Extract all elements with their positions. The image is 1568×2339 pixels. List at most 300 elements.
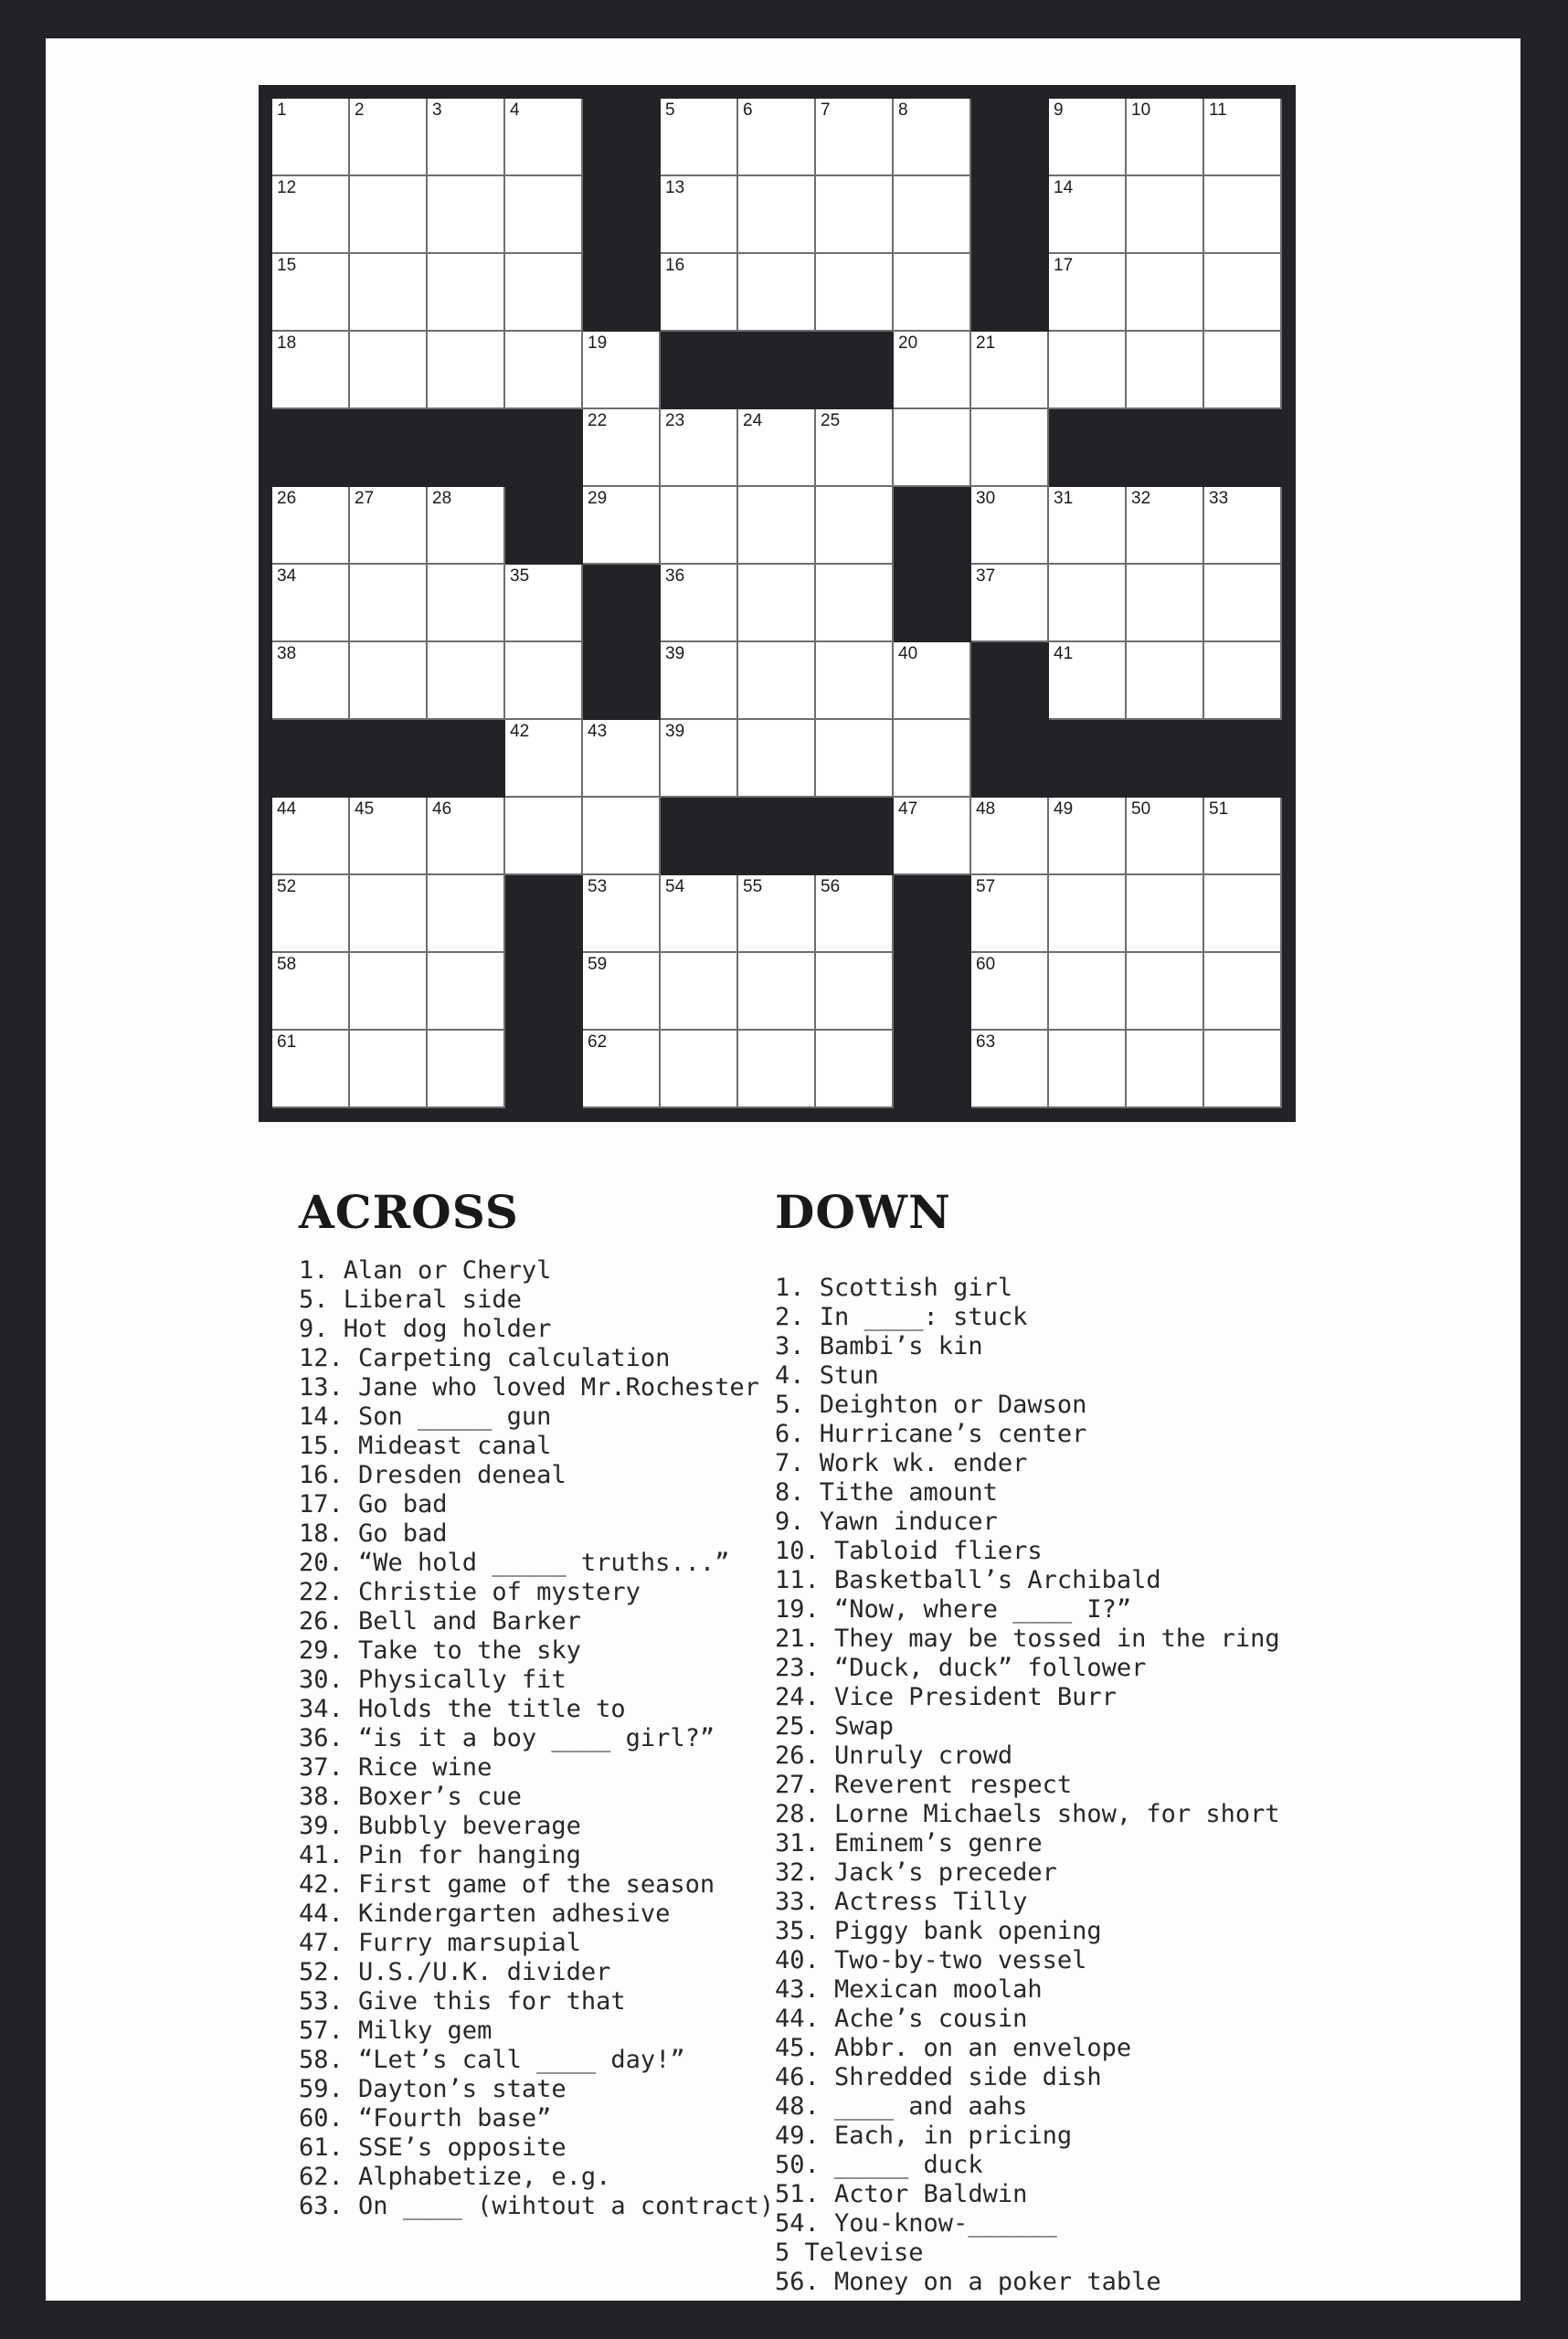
grid-cell-r10c5[interactable] (661, 875, 738, 953)
black-cell-r7c4 (583, 642, 661, 720)
cell-number: 12 (277, 178, 297, 197)
down-clue-22: 35. Piggy bank opening (775, 1917, 1102, 1945)
cell-number: 24 (743, 411, 763, 430)
down-clue-8: 9. Yawn inducer (775, 1508, 998, 1536)
black-cell-r5c3 (505, 487, 583, 565)
down-clue-12: 21. They may be tossed in the ring (775, 1625, 1280, 1653)
black-cell-r0c4 (583, 99, 661, 176)
grid-cell-r3c9[interactable] (971, 332, 1049, 409)
grid-cell-r2c8[interactable] (894, 254, 971, 332)
grid-cell-r5c0[interactable] (272, 487, 350, 565)
grid-cell-r0c7[interactable] (816, 99, 894, 176)
black-cell-r6c4 (583, 565, 661, 642)
grid-cell-r2c1[interactable] (350, 254, 428, 332)
grid-cell-r12c2[interactable] (428, 1031, 505, 1108)
across-clue-7: 16. Dresden deneal (299, 1461, 567, 1489)
cell-number: 42 (510, 722, 530, 741)
across-clue-31: 62. Alphabetize, e.g. (299, 2163, 611, 2191)
grid-cell-r7c12[interactable] (1204, 642, 1282, 720)
cell-number: 60 (976, 955, 996, 974)
grid-cell-r12c10[interactable] (1049, 1031, 1127, 1108)
black-cell-r7c9 (971, 642, 1049, 720)
grid-cell-r12c6[interactable] (738, 1031, 816, 1108)
across-clue-16: 36. “is it a boy ____ girl?” (299, 1724, 715, 1752)
across-clue-26: 57. Milky gem (299, 2016, 493, 2045)
grid-cell-r5c6[interactable] (738, 487, 816, 565)
black-cell-r12c8 (894, 1031, 971, 1108)
down-clue-20: 32. Jack’s preceder (775, 1858, 1057, 1887)
black-cell-r4c3 (505, 409, 583, 487)
black-cell-r4c11 (1127, 409, 1204, 487)
crossword-grid-frame (259, 85, 1296, 1122)
down-clue-5: 6. Hurricane’s center (775, 1420, 1087, 1448)
across-clue-8: 17. Go bad (299, 1490, 448, 1519)
grid-cell-r10c7[interactable] (816, 875, 894, 953)
black-cell-r9c5 (661, 798, 738, 875)
grid-cell-r9c8[interactable] (894, 798, 971, 875)
across-clue-10: 20. “We hold _____ truths...” (299, 1549, 730, 1577)
black-cell-r11c3 (505, 953, 583, 1031)
grid-cell-r5c10[interactable] (1049, 487, 1127, 565)
grid-cell-r11c9[interactable] (971, 953, 1049, 1031)
grid-cell-r11c10[interactable] (1049, 953, 1127, 1031)
grid-cell-r11c1[interactable] (350, 953, 428, 1031)
grid-cell-r6c10[interactable] (1049, 565, 1127, 642)
grid-cell-r8c7[interactable] (816, 720, 894, 798)
cell-number: 32 (1131, 489, 1151, 508)
cell-number: 10 (1131, 101, 1151, 120)
across-clue-2: 9. Hot dog holder (299, 1315, 552, 1343)
black-cell-r8c9 (971, 720, 1049, 798)
cell-number: 37 (976, 566, 996, 586)
down-clue-27: 46. Shredded side dish (775, 2063, 1102, 2091)
black-cell-r8c10 (1049, 720, 1127, 798)
down-clue-29: 49. Each, in pricing (775, 2122, 1073, 2150)
cell-number: 52 (277, 877, 297, 896)
grid-cell-r5c2[interactable] (428, 487, 505, 565)
black-cell-r1c4 (583, 176, 661, 254)
grid-cell-r0c11[interactable] (1127, 99, 1204, 176)
cell-number: 38 (277, 644, 297, 663)
cell-number: 27 (355, 489, 375, 508)
grid-cell-r0c1[interactable] (350, 99, 428, 176)
grid-cell-r4c4[interactable] (583, 409, 661, 487)
cell-number: 35 (510, 566, 530, 586)
grid-cell-r6c11[interactable] (1127, 565, 1204, 642)
grid-cell-r4c8[interactable] (894, 409, 971, 487)
grid-cell-r7c3[interactable] (505, 642, 583, 720)
cell-number: 63 (976, 1032, 996, 1052)
grid-cell-r11c11[interactable] (1127, 953, 1204, 1031)
cell-number: 39 (665, 644, 685, 663)
cell-number: 1 (277, 101, 287, 120)
cell-number: 43 (588, 722, 608, 741)
black-cell-r6c8 (894, 565, 971, 642)
grid-cell-r12c12[interactable] (1204, 1031, 1282, 1108)
black-cell-r9c7 (816, 798, 894, 875)
across-clue-18: 38. Boxer’s cue (299, 1783, 522, 1811)
across-clue-list (299, 1256, 783, 2221)
grid-cell-r9c10[interactable] (1049, 798, 1127, 875)
grid-cell-r5c12[interactable] (1204, 487, 1282, 565)
down-clue-13: 23. “Duck, duck” follower (775, 1654, 1147, 1682)
grid-cell-r7c6[interactable] (738, 642, 816, 720)
grid-cell-r12c7[interactable] (816, 1031, 894, 1108)
across-clue-11: 22. Christie of mystery (299, 1578, 641, 1606)
cell-number: 20 (898, 333, 918, 353)
down-clue-25: 44. Ache’s cousin (775, 2005, 1028, 2033)
across-clue-4: 13. Jane who loved Mr.Rochester (299, 1373, 759, 1402)
black-cell-r2c4 (583, 254, 661, 332)
across-clue-21: 42. First game of the season (299, 1870, 715, 1899)
grid-cell-r2c2[interactable] (428, 254, 505, 332)
black-cell-r3c5 (661, 332, 738, 409)
grid-cell-r7c0[interactable] (272, 642, 350, 720)
cell-number: 16 (665, 256, 685, 275)
cell-number: 28 (432, 489, 452, 508)
across-clue-22: 44. Kindergarten adhesive (299, 1900, 671, 1928)
black-cell-r0c9 (971, 99, 1049, 176)
cell-number: 19 (588, 333, 608, 353)
grid-cell-r11c6[interactable] (738, 953, 816, 1031)
grid-cell-r7c8[interactable] (894, 642, 971, 720)
across-clue-20: 41. Pin for hanging (299, 1841, 581, 1869)
cell-number: 44 (277, 799, 297, 819)
grid-cell-r2c7[interactable] (816, 254, 894, 332)
down-clue-23: 40. Two-by-two vessel (775, 1946, 1087, 1974)
grid-cell-r12c5[interactable] (661, 1031, 738, 1108)
grid-cell-r12c11[interactable] (1127, 1031, 1204, 1108)
down-clue-34: 56. Money on a poker table (775, 2268, 1161, 2296)
grid-cell-r3c2[interactable] (428, 332, 505, 409)
cell-number: 15 (277, 256, 297, 275)
black-cell-r5c8 (894, 487, 971, 565)
grid-cell-r0c10[interactable] (1049, 99, 1127, 176)
grid-cell-r1c0[interactable] (272, 176, 350, 254)
across-clue-17: 37. Rice wine (299, 1753, 493, 1782)
grid-cell-r9c4[interactable] (583, 798, 661, 875)
grid-cell-r7c11[interactable] (1127, 642, 1204, 720)
grid-cell-r12c1[interactable] (350, 1031, 428, 1108)
black-cell-r12c3 (505, 1031, 583, 1108)
down-clue-list (775, 1274, 1305, 2297)
grid-cell-r6c6[interactable] (738, 565, 816, 642)
down-clue-2: 3. Bambi’s kin (775, 1332, 983, 1360)
across-clue-1: 5. Liberal side (299, 1286, 522, 1314)
grid-cell-r8c4[interactable] (583, 720, 661, 798)
down-section (775, 1185, 1305, 2297)
grid-cell-r6c5[interactable] (661, 565, 738, 642)
down-clue-0: 1. Scottish girl (775, 1274, 1013, 1302)
grid-cell-r10c6[interactable] (738, 875, 816, 953)
down-clue-4: 5. Deighton or Dawson (775, 1391, 1087, 1419)
grid-cell-r3c12[interactable] (1204, 332, 1282, 409)
grid-cell-r9c9[interactable] (971, 798, 1049, 875)
cell-number: 7 (821, 101, 831, 120)
grid-cell-r8c8[interactable] (894, 720, 971, 798)
grid-cell-r4c7[interactable] (816, 409, 894, 487)
grid-cell-r6c1[interactable] (350, 565, 428, 642)
across-clue-23: 47. Furry marsupial (299, 1929, 581, 1957)
across-clue-19: 39. Bubbly beverage (299, 1812, 581, 1840)
grid-cell-r0c0[interactable] (272, 99, 350, 176)
black-cell-r3c6 (738, 332, 816, 409)
across-clue-25: 53. Give this for that (299, 1987, 626, 2016)
across-clue-12: 26. Bell and Barker (299, 1607, 581, 1635)
black-cell-r4c0 (272, 409, 350, 487)
down-clue-3: 4. Stun (775, 1361, 879, 1390)
grid-cell-r7c7[interactable] (816, 642, 894, 720)
down-clue-11: 19. “Now, where ____ I?” (775, 1595, 1132, 1624)
grid-cell-r8c3[interactable] (505, 720, 583, 798)
down-clue-18: 28. Lorne Michaels show, for short (775, 1800, 1280, 1828)
down-clue-16: 26. Unruly crowd (775, 1741, 1013, 1770)
cell-number: 8 (898, 101, 908, 120)
grid-cell-r12c0[interactable] (272, 1031, 350, 1108)
grid-cell-r3c4[interactable] (583, 332, 661, 409)
black-cell-r8c12 (1204, 720, 1282, 798)
grid-cell-r5c1[interactable] (350, 487, 428, 565)
grid-cell-r11c7[interactable] (816, 953, 894, 1031)
across-clue-28: 59. Dayton’s state (299, 2075, 567, 2103)
grid-cell-r3c0[interactable] (272, 332, 350, 409)
grid-cell-r6c2[interactable] (428, 565, 505, 642)
cell-number: 30 (976, 489, 996, 508)
black-cell-r8c2 (428, 720, 505, 798)
down-clue-24: 43. Mexican moolah (775, 1975, 1043, 2004)
grid-cell-r10c4[interactable] (583, 875, 661, 953)
grid-cell-r4c9[interactable] (971, 409, 1049, 487)
grid-cell-r8c5[interactable] (661, 720, 738, 798)
grid-cell-r2c11[interactable] (1127, 254, 1204, 332)
cell-number: 49 (1054, 799, 1074, 819)
down-clue-28: 48. ____ and aahs (775, 2092, 1028, 2121)
across-clue-0: 1. Alan or Cheryl (299, 1256, 552, 1285)
cell-number: 40 (898, 644, 918, 663)
grid-cell-r11c4[interactable] (583, 953, 661, 1031)
cell-number: 46 (432, 799, 452, 819)
black-cell-r1c9 (971, 176, 1049, 254)
grid-cell-r0c6[interactable] (738, 99, 816, 176)
across-heading: ACROSS (299, 1185, 519, 1239)
grid-cell-r2c5[interactable] (661, 254, 738, 332)
grid-cell-r1c10[interactable] (1049, 176, 1127, 254)
cell-number: 34 (277, 566, 297, 586)
down-heading: DOWN (775, 1185, 951, 1239)
black-cell-r4c12 (1204, 409, 1282, 487)
down-clue-6: 7. Work wk. ender (775, 1449, 1028, 1477)
grid-cell-r9c11[interactable] (1127, 798, 1204, 875)
cell-number: 54 (665, 877, 685, 896)
cell-number: 57 (976, 877, 996, 896)
grid-cell-r9c1[interactable] (350, 798, 428, 875)
cell-number: 13 (665, 178, 685, 197)
grid-cell-r2c3[interactable] (505, 254, 583, 332)
grid-cell-r1c6[interactable] (738, 176, 816, 254)
grid-cell-r1c7[interactable] (816, 176, 894, 254)
grid-cell-r12c4[interactable] (583, 1031, 661, 1108)
grid-cell-r5c4[interactable] (583, 487, 661, 565)
cell-number: 58 (277, 955, 297, 974)
grid-cell-r9c12[interactable] (1204, 798, 1282, 875)
grid-cell-r10c0[interactable] (272, 875, 350, 953)
grid-cell-r2c6[interactable] (738, 254, 816, 332)
black-cell-r4c10 (1049, 409, 1127, 487)
grid-cell-r4c6[interactable] (738, 409, 816, 487)
grid-cell-r2c0[interactable] (272, 254, 350, 332)
cell-number: 9 (1054, 101, 1064, 120)
black-cell-r8c0 (272, 720, 350, 798)
grid-cell-r0c5[interactable] (661, 99, 738, 176)
cell-number: 59 (588, 955, 608, 974)
cell-number: 6 (743, 101, 753, 120)
grid-cell-r7c1[interactable] (350, 642, 428, 720)
cell-number: 22 (588, 411, 608, 430)
across-clue-32: 63. On ____ (wihtout a contract) (299, 2192, 775, 2220)
cell-number: 2 (355, 101, 365, 120)
cell-number: 53 (588, 877, 608, 896)
grid-cell-r3c1[interactable] (350, 332, 428, 409)
grid-cell-r11c5[interactable] (661, 953, 738, 1031)
grid-cell-r6c12[interactable] (1204, 565, 1282, 642)
grid-cell-r7c10[interactable] (1049, 642, 1127, 720)
grid-cell-r10c11[interactable] (1127, 875, 1204, 953)
cell-number: 45 (355, 799, 375, 819)
across-clue-15: 34. Holds the title to (299, 1695, 626, 1723)
black-cell-r11c8 (894, 953, 971, 1031)
across-clue-13: 29. Take to the sky (299, 1636, 581, 1665)
grid-cell-r10c10[interactable] (1049, 875, 1127, 953)
cell-number: 5 (665, 101, 675, 120)
down-clue-30: 50. _____ duck (775, 2151, 983, 2179)
grid-cell-r12c9[interactable] (971, 1031, 1049, 1108)
grid-cell-r6c3[interactable] (505, 565, 583, 642)
down-clue-26: 45. Abbr. on an envelope (775, 2034, 1132, 2062)
grid-cell-r5c5[interactable] (661, 487, 738, 565)
black-cell-r9c6 (738, 798, 816, 875)
grid-cell-r0c12[interactable] (1204, 99, 1282, 176)
across-clue-30: 61. SSE’s opposite (299, 2133, 567, 2162)
grid-cell-r10c2[interactable] (428, 875, 505, 953)
grid-cell-r3c3[interactable] (505, 332, 583, 409)
cell-number: 3 (432, 101, 442, 120)
cell-number: 50 (1131, 799, 1151, 819)
down-clue-21: 33. Actress Tilly (775, 1888, 1028, 1916)
across-clue-14: 30. Physically fit (299, 1666, 567, 1694)
down-clue-33: 5 Televise (775, 2238, 924, 2267)
grid-cell-r10c1[interactable] (350, 875, 428, 953)
cell-number: 48 (976, 799, 996, 819)
grid-cell-r3c10[interactable] (1049, 332, 1127, 409)
grid-cell-r4c5[interactable] (661, 409, 738, 487)
cell-number: 25 (821, 411, 841, 430)
grid-cell-r3c8[interactable] (894, 332, 971, 409)
cell-number: 29 (588, 489, 608, 508)
grid-cell-r2c12[interactable] (1204, 254, 1282, 332)
cell-number: 17 (1054, 256, 1074, 275)
grid-cell-r7c5[interactable] (661, 642, 738, 720)
cell-number: 31 (1054, 489, 1074, 508)
grid-cell-r1c12[interactable] (1204, 176, 1282, 254)
across-clue-29: 60. “Fourth base” (299, 2104, 552, 2133)
cell-number: 47 (898, 799, 918, 819)
cell-number: 62 (588, 1032, 608, 1052)
cell-number: 39 (665, 722, 685, 741)
grid-cell-r0c3[interactable] (505, 99, 583, 176)
grid-cell-r1c11[interactable] (1127, 176, 1204, 254)
black-cell-r4c2 (428, 409, 505, 487)
across-section (299, 1185, 783, 2221)
grid-cell-r1c2[interactable] (428, 176, 505, 254)
black-cell-r2c9 (971, 254, 1049, 332)
cell-number: 51 (1209, 799, 1229, 819)
grid-cell-r5c9[interactable] (971, 487, 1049, 565)
grid-cell-r5c11[interactable] (1127, 487, 1204, 565)
across-clue-6: 15. Mideast canal (299, 1432, 552, 1460)
grid-cell-r10c9[interactable] (971, 875, 1049, 953)
black-cell-r10c8 (894, 875, 971, 953)
cell-number: 36 (665, 566, 685, 586)
grid-cell-r9c2[interactable] (428, 798, 505, 875)
cell-number: 55 (743, 877, 763, 896)
grid-cell-r0c2[interactable] (428, 99, 505, 176)
cell-number: 41 (1054, 644, 1074, 663)
crossword-grid (272, 99, 1282, 1108)
down-clue-9: 10. Tabloid fliers (775, 1537, 1043, 1565)
grid-cell-r1c1[interactable] (350, 176, 428, 254)
cell-number: 11 (1209, 101, 1227, 120)
grid-cell-r6c0[interactable] (272, 565, 350, 642)
grid-cell-r6c7[interactable] (816, 565, 894, 642)
down-clue-14: 24. Vice President Burr (775, 1683, 1117, 1711)
across-clue-24: 52. U.S./U.K. divider (299, 1958, 611, 1986)
grid-cell-r11c0[interactable] (272, 953, 350, 1031)
grid-cell-r7c2[interactable] (428, 642, 505, 720)
grid-cell-r1c3[interactable] (505, 176, 583, 254)
grid-cell-r5c7[interactable] (816, 487, 894, 565)
grid-cell-r0c8[interactable] (894, 99, 971, 176)
grid-cell-r11c12[interactable] (1204, 953, 1282, 1031)
grid-cell-r3c11[interactable] (1127, 332, 1204, 409)
down-clue-17: 27. Reverent respect (775, 1771, 1073, 1799)
cell-number: 23 (665, 411, 685, 430)
across-clue-3: 12. Carpeting calculation (299, 1344, 671, 1372)
across-clue-27: 58. “Let’s call ____ day!” (299, 2046, 685, 2074)
black-cell-r3c7 (816, 332, 894, 409)
cell-number: 4 (510, 101, 520, 120)
black-cell-r4c1 (350, 409, 428, 487)
cell-number: 21 (976, 333, 996, 353)
across-clue-5: 14. Son _____ gun (299, 1402, 552, 1431)
grid-cell-r9c0[interactable] (272, 798, 350, 875)
down-clue-31: 51. Actor Baldwin (775, 2180, 1028, 2208)
grid-cell-r9c3[interactable] (505, 798, 583, 875)
grid-cell-r11c2[interactable] (428, 953, 505, 1031)
grid-cell-r6c9[interactable] (971, 565, 1049, 642)
across-clue-9: 18. Go bad (299, 1519, 448, 1548)
down-clue-1: 2. In ____: stuck (775, 1303, 1028, 1331)
grid-cell-r2c10[interactable] (1049, 254, 1127, 332)
cell-number: 18 (277, 333, 297, 353)
cell-number: 61 (277, 1032, 297, 1052)
black-cell-r10c3 (505, 875, 583, 953)
grid-cell-r8c6[interactable] (738, 720, 816, 798)
grid-cell-r1c8[interactable] (894, 176, 971, 254)
grid-cell-r1c5[interactable] (661, 176, 738, 254)
grid-cell-r10c12[interactable] (1204, 875, 1282, 953)
down-clue-19: 31. Eminem’s genre (775, 1829, 1043, 1857)
cell-number: 56 (821, 877, 841, 896)
